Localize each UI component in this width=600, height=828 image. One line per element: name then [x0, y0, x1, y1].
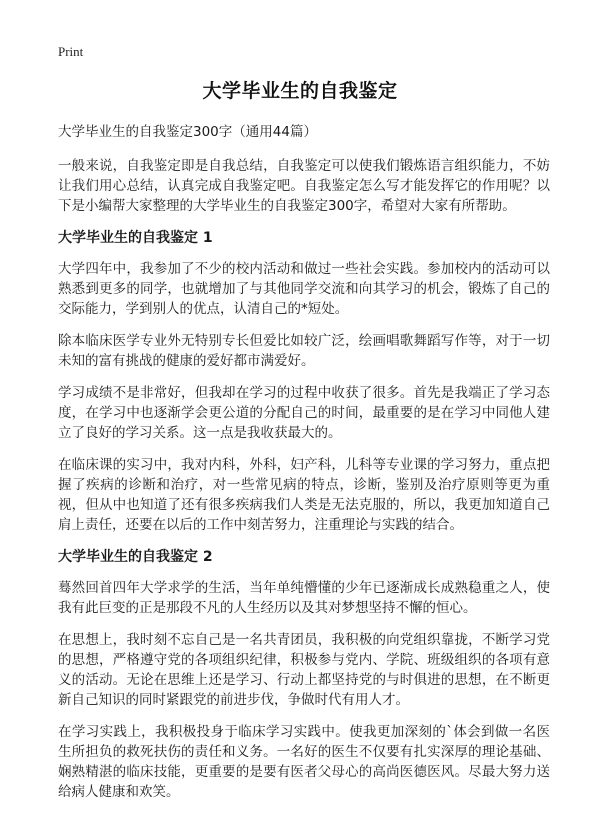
section-2-paragraph-3: 在学习实践上，我积极投身于临床学习实践中。使我更加深刻的`体会到做一名医生所担负的救死扶伤的责任和义务。一名好的医生不仅要有扎实深厚的理论基础、娴熟精湛的临床技能，更重要的是要有医者父母心的高尚医德医风。尽最大努力送给病人健康和欢笑。: [58, 724, 550, 800]
section-2-paragraph-1: 蓦然回首四年大学求学的生活，当年单纯懵懂的少年已逐渐成长成熟稳重之人，使我有此巨变的正是那段不凡的人生经历以及其对梦想坚持不懈的恒心。: [58, 580, 550, 616]
section-2-paragraph-2: 在思想上，我时刻不忘自己是一名共青团员，我积极的向党组织靠拢，不断学习党的思想，严格遵守党的各项组织纪律，积极参与党内、学院、班级组织的各项有意义的活动。无论在思维上还是学习、行动上都坚持党的与时俱进的思想，在不断更新自己知识的同时紧跟党的前进步伐，争做时代有用人才。: [58, 632, 550, 708]
section-1-paragraph-1: 大学四年中，我参加了不少的校内活动和做过一些社会实践。参加校内的活动可以熟悉到更多的同学，也就增加了与其他同学交流和向其学习的机会，锻炼了自己的交际能力，学到别人的优点，认清自己的*短处。: [58, 261, 550, 317]
intro-paragraph: 一般来说，自我鉴定即是自我总结，自我鉴定可以使我们锻炼语言组织能力，不妨让我们用心总结，认真完成自我鉴定吧。自我鉴定怎么写才能发挥它的作用呢？以下是小编帮大家整理的大学毕业生的自我鉴定300字，希望对大家有所帮助。: [58, 158, 550, 214]
section-1-paragraph-4: 在临床课的实习中，我对内科，外科，妇产科，儿科等专业课的学习努力，重点把握了疾病的诊断和治疗，对一些常见病的特点，诊断，鉴别及治疗原则等更为重视，但从中也知道了还有很多疾病我们人类是无法克服的，所以，我更加知道自己肩上责任，还要在以后的工作中刻苦努力，注重理论与实践的结合。: [58, 457, 550, 533]
section-heading-1: 大学毕业生的自我鉴定 1: [58, 230, 213, 246]
section-heading-2: 大学毕业生的自我鉴定 2: [58, 549, 213, 565]
section-1-paragraph-3: 学习成绩不是非常好，但我却在学习的过程中收获了很多。首先是我端正了学习态度，在学习中也逐渐学会更公道的分配自己的时间，最重要的是在学习中同他人建立了良好的学习关系。这一点是我收获最大的。: [58, 385, 550, 441]
document-title: 大学毕业生的自我鉴定: [202, 80, 398, 102]
section-1-paragraph-2: 除本临床医学专业外无特别专长但爱比如较广泛，绘画唱歌舞蹈写作等，对于一切未知的富有挑战的健康的爱好都市满爱好。: [58, 333, 550, 369]
document-body: [58, 122, 550, 814]
print-link[interactable]: Print: [58, 44, 84, 59]
document-subtitle: 大学毕业生的自我鉴定300字（通用44篇）: [58, 124, 317, 140]
